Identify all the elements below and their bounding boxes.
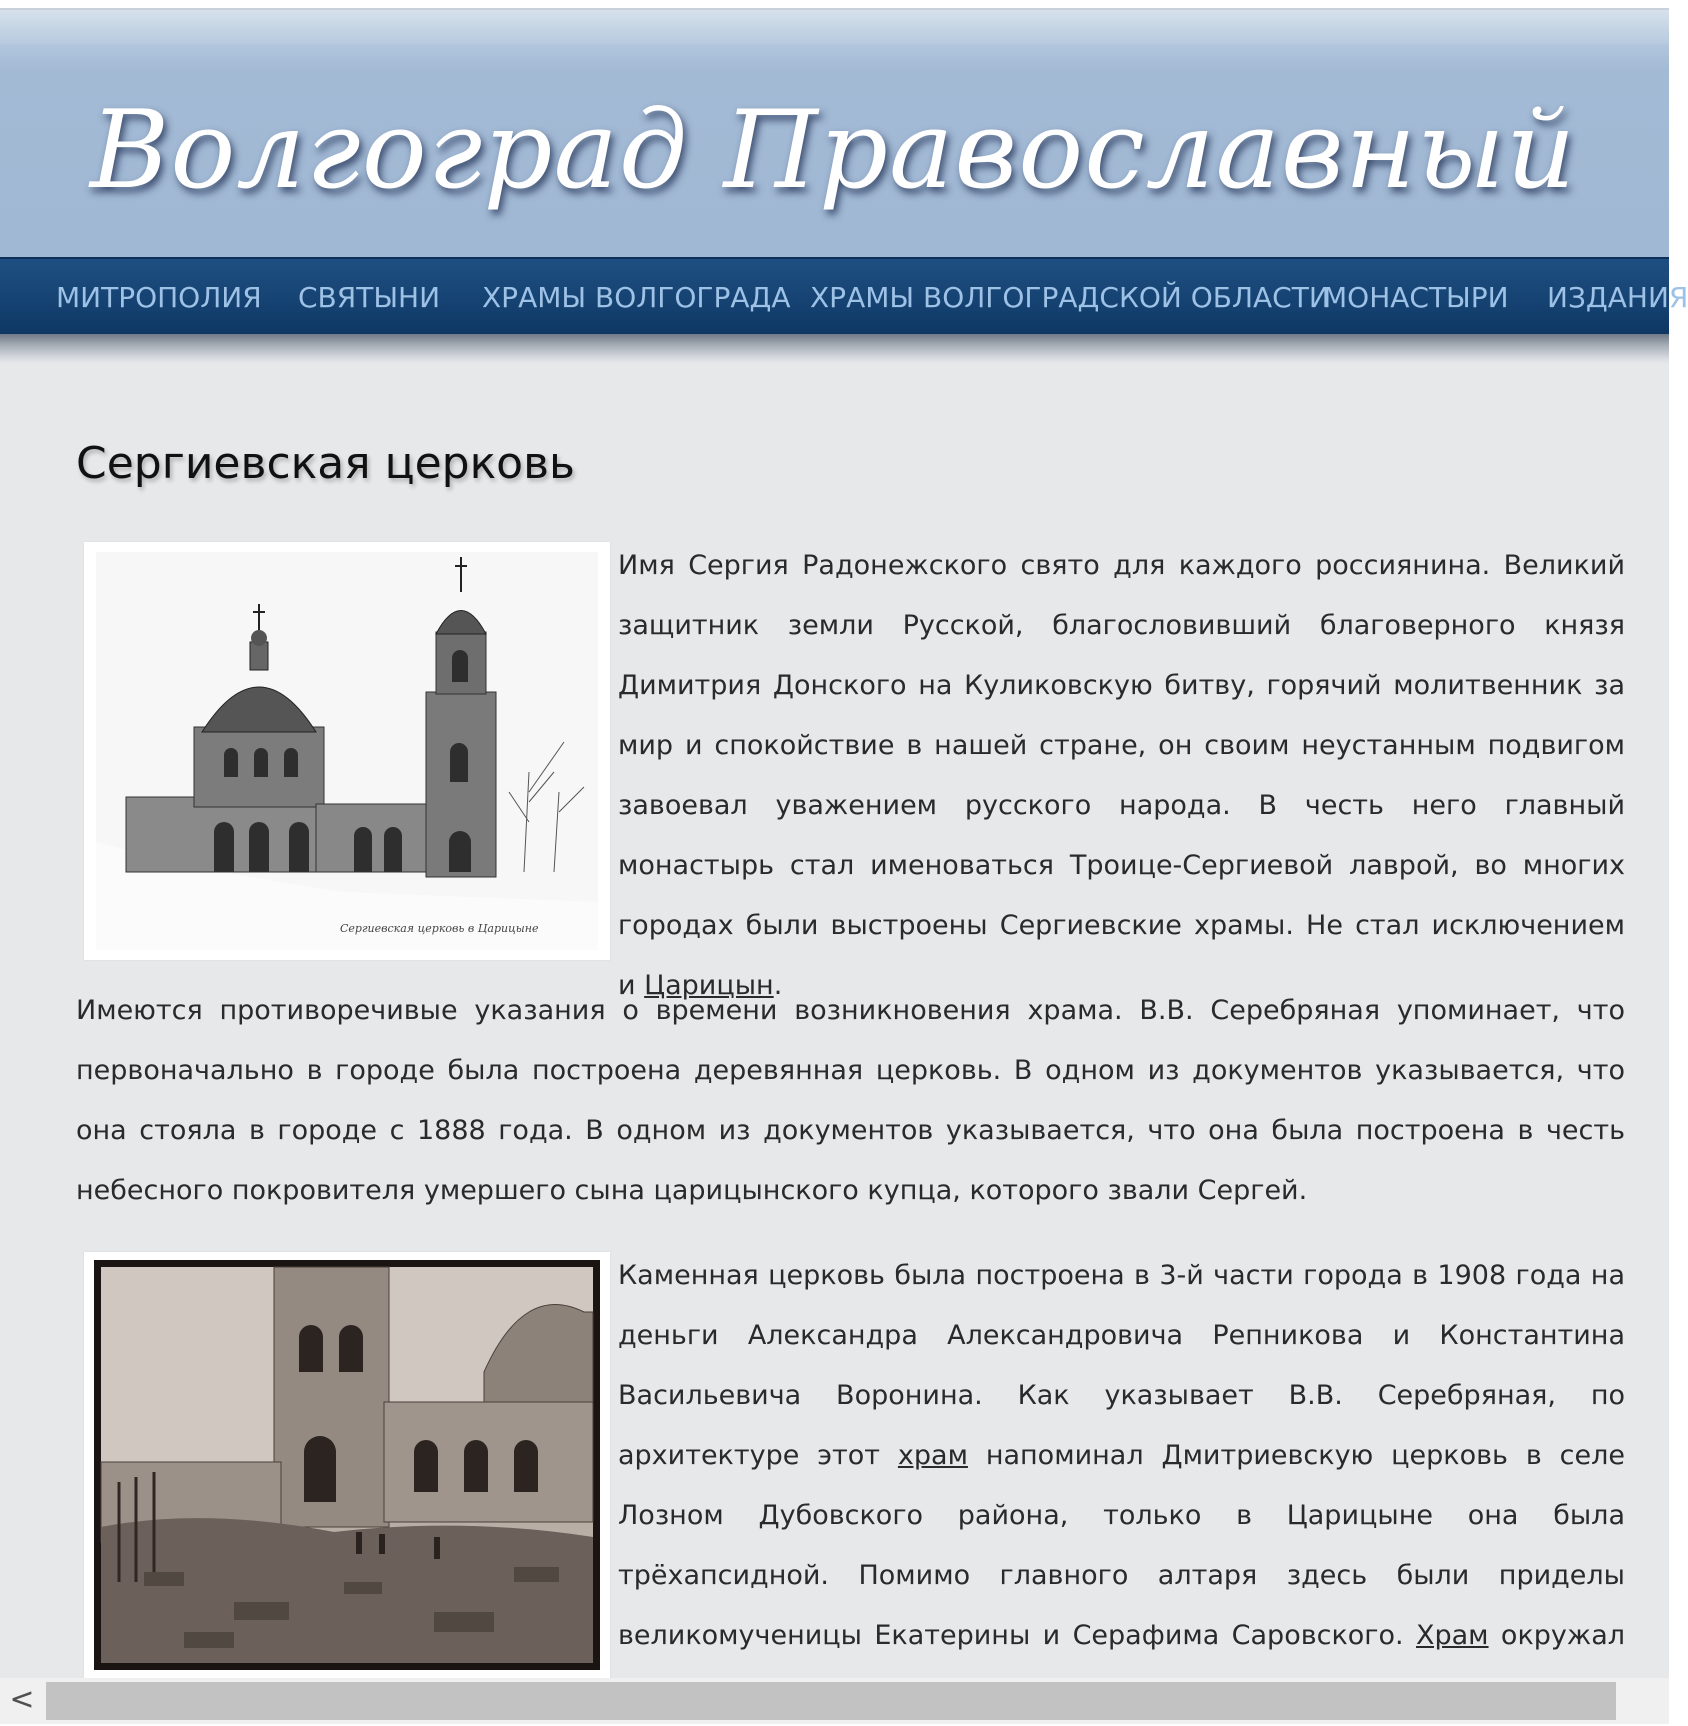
- nav-item-khramy-oblasti[interactable]: ХРАМЫ ВОЛГОГРАДСКОЙ ОБЛАСТИ: [810, 281, 1330, 314]
- nav-item-mitropoliya[interactable]: МИТРОПОЛИЯ: [56, 281, 262, 314]
- nav-item-monastyri[interactable]: МОНАСТЫРИ: [1323, 281, 1509, 314]
- nav-item-izdaniya[interactable]: ИЗДАНИЯ: [1547, 281, 1688, 314]
- scrollbar-thumb[interactable]: [46, 1682, 1616, 1720]
- ruined-church-photo: [84, 1252, 610, 1682]
- nav-item-svyatyni[interactable]: СВЯТЫНИ: [298, 281, 441, 314]
- khram-link-1[interactable]: храм: [897, 1440, 968, 1471]
- nav-item-khramy-volgograda[interactable]: ХРАМЫ ВОЛГОГРАДА: [482, 281, 791, 314]
- horizontal-scrollbar[interactable]: [0, 1678, 1669, 1724]
- page-title: Сергиевская церковь: [76, 438, 575, 489]
- article-paragraph-2: Имеются противоречивые указания о времени возникновения храма. В.В. Серебряная упоминает, что первоначально в городе была построена деревянная церковь. В одном из документов указывается, что она стояла в городе с 1888 года. В одном из документов указывается, что она была построена в честь небесного покровителя умершего сына царицынского купца, которого звали Сергей.: [76, 995, 1625, 1206]
- article-paragraph-1: Имя Сергия Радонежского свято для каждого россиянина. Великий защитник земли Русской, благословивший благоверного князя Димитрия Донского на Куликовскую битву, горячий молитвенник за мир и спокойствие в нашей стране, он своим неустанным подвигом завоевал уважением русского народа. В честь него главный монастырь стал именоваться Троице-Сергиевой лаврой, во многих городах были выстроены Сергиевские храмы. Не стал исключением и Царицын.: [618, 550, 1625, 1001]
- site-header: [0, 10, 1669, 257]
- church-sketch-image: [84, 542, 610, 960]
- khram-link-2[interactable]: Храм: [1415, 1620, 1489, 1651]
- tsaritsyn-link[interactable]: Царицын: [644, 970, 774, 1001]
- main-nav: [0, 257, 1688, 336]
- article-paragraph-3: Каменная церковь была построена в 3-й части города в 1908 года на деньги Александра Александровича Репникова и Константина Васильевича Воронина. Как указывает В.В. Серебряная, по архитектуре этот храм напоминал Дмитриевскую церковь в селе Лозном Дубовского района, только в Царицыне она была трёхапсидной. Помимо главного алтаря здесь были приделы великомученицы Екатерины и Серафима Саровского. Храм окружал: [618, 1260, 1626, 1651]
- nav-shadow: [0, 334, 1669, 364]
- scroll-left-arrow-icon[interactable]: <: [0, 1678, 44, 1724]
- site-logo[interactable]: Волгоград Православный: [90, 88, 1577, 213]
- top-strip: [0, 0, 1669, 10]
- header-top-band: [0, 10, 1669, 44]
- sketch-caption: Сергиевская церковь в Царицыне: [340, 922, 539, 935]
